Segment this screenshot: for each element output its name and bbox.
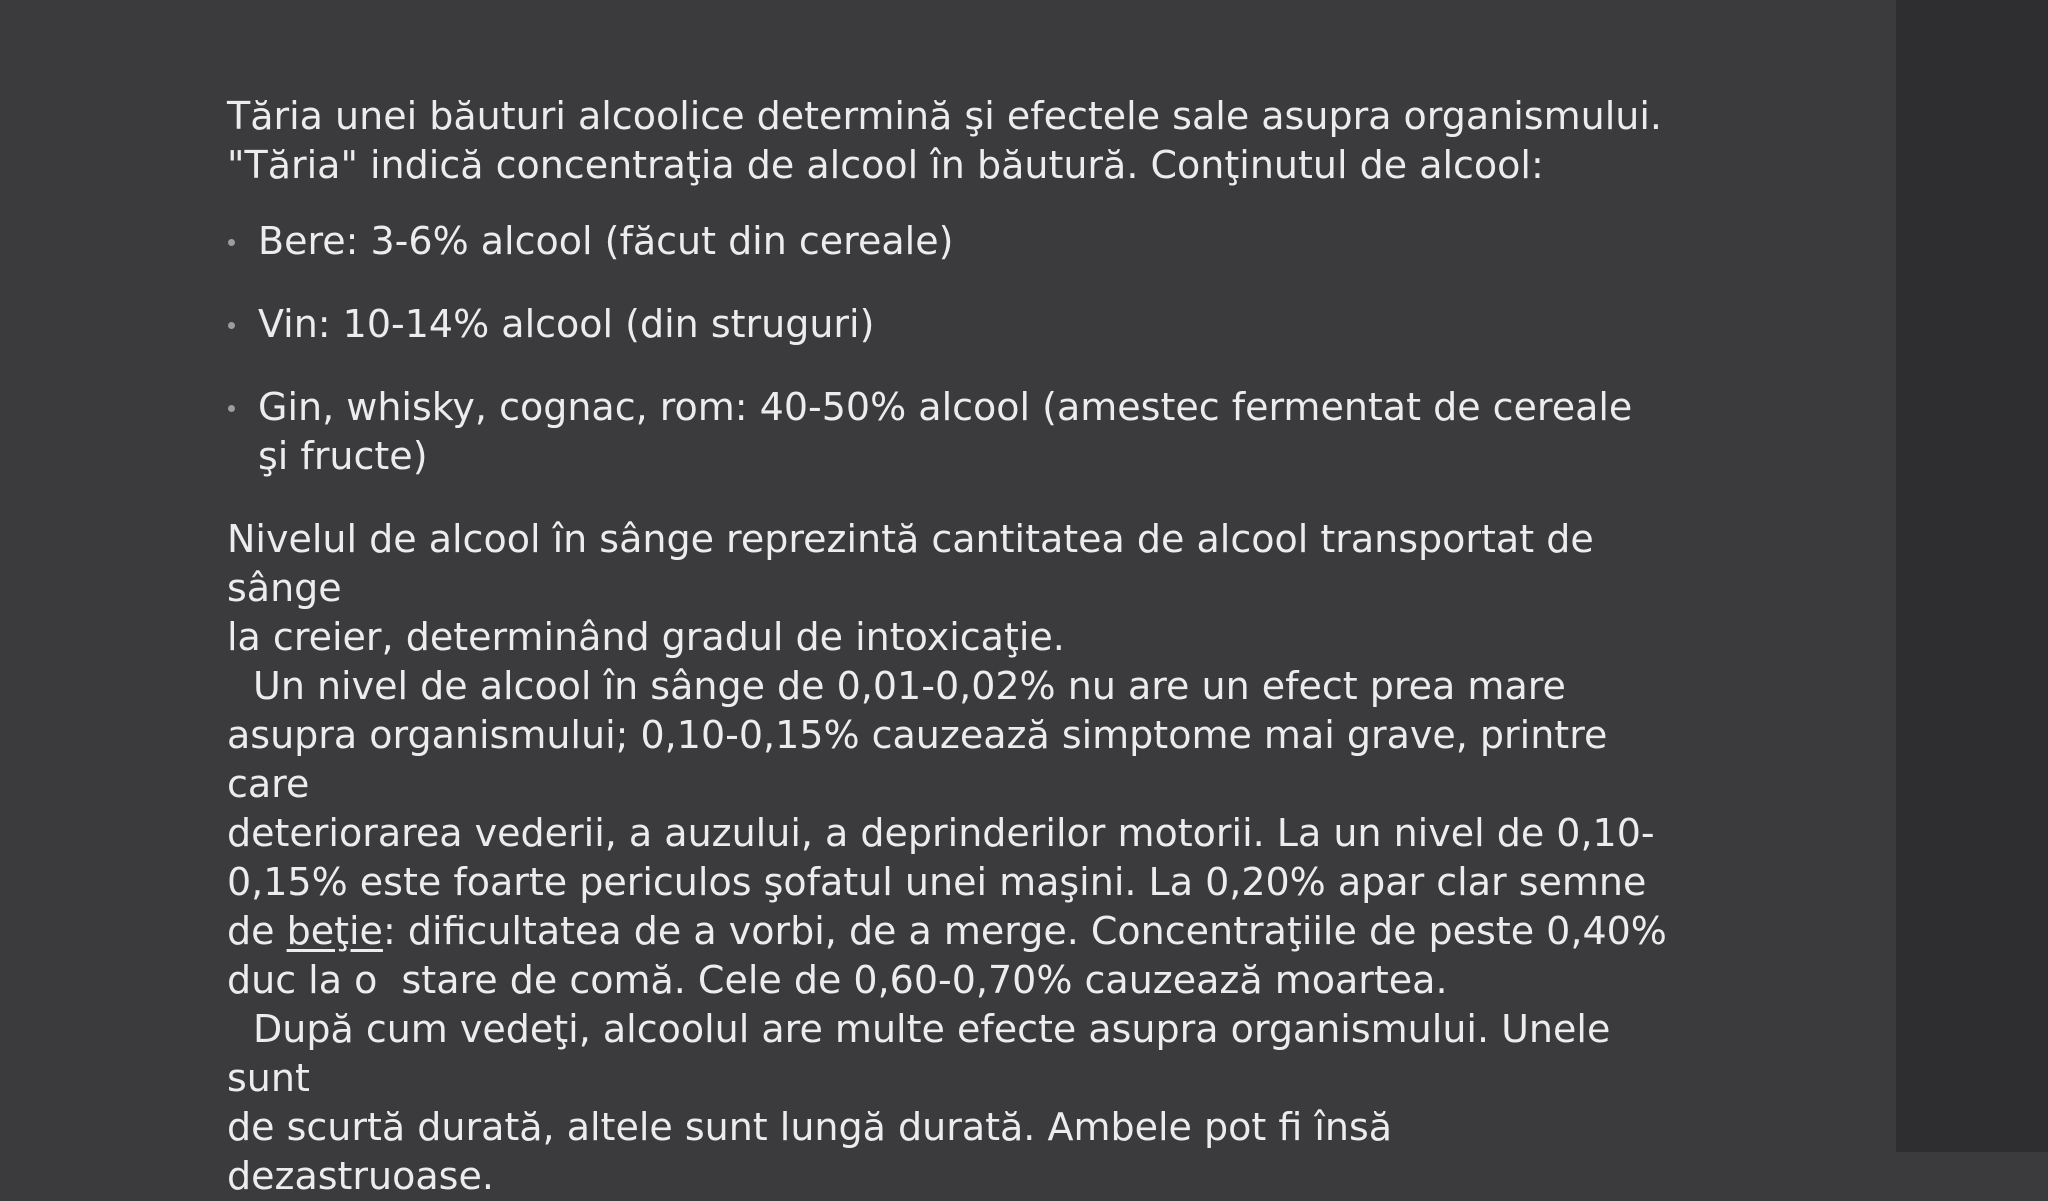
bullet-dot-icon bbox=[228, 405, 235, 412]
slide-side-bar bbox=[1896, 0, 2048, 1152]
list-item bbox=[227, 217, 1667, 266]
para2-line-2: asupra organismului; 0,10-0,15% cauzează simptome mai grave, printre care bbox=[227, 713, 1608, 806]
para2-line-6: duc la o stare de comă. Cele de 0,60-0,70% cauzează moartea. bbox=[227, 958, 1448, 1002]
para1-line-2: la creier, determinând gradul de intoxicaţie. bbox=[227, 615, 1065, 659]
list-item-text: Vin: 10-14% alcool (din struguri) bbox=[258, 302, 875, 346]
para2-line-5-pre: de bbox=[227, 909, 287, 953]
intro-line-1: Tăria unei băuturi alcoolice determină şi efectele sale asupra organismului. bbox=[227, 94, 1662, 138]
para3-line-1: După cum vedeţi, alcoolul are multe efecte asupra organismului. Unele sunt bbox=[227, 1007, 1611, 1100]
para3-line-2: de scurtă durată, altele sunt lungă durată. Ambele pot fi însă dezastruoase. bbox=[227, 1105, 1393, 1198]
body-paragraph bbox=[227, 515, 1667, 1201]
para2-line-3: deteriorarea vederii, a auzului, a deprinderilor motorii. La un nivel de 0,10- bbox=[227, 811, 1655, 855]
intro-line-2: "Tăria" indică concentraţia de alcool în băutură. Conţinutul de alcool: bbox=[227, 143, 1544, 187]
alcohol-content-list bbox=[227, 217, 1667, 481]
bullet-dot-icon bbox=[228, 239, 235, 246]
para2-line-4: 0,15% este foarte periculos şofatul unei maşini. La 0,20% apar clar semne bbox=[227, 860, 1647, 904]
para2-line-5-post: : dificultatea de a vorbi, de a merge. Concentraţiile de peste 0,40% bbox=[382, 909, 1667, 953]
para1-line-1: Nivelul de alcool în sânge reprezintă cantitatea de alcool transportat de sânge bbox=[227, 517, 1594, 610]
slide-content bbox=[227, 92, 1667, 1201]
list-item-text: Gin, whisky, cognac, rom: 40-50% alcool (amestec fermentat de cereale şi fructe) bbox=[258, 385, 1633, 478]
bullet-dot-icon bbox=[228, 322, 235, 329]
para2-line-1: Un nivel de alcool în sânge de 0,01-0,02% nu are un efect prea mare bbox=[253, 664, 1566, 708]
list-item-text: Bere: 3-6% alcool (făcut din cereale) bbox=[258, 219, 954, 263]
intro-paragraph bbox=[227, 92, 1667, 190]
list-item bbox=[227, 300, 1667, 349]
underlined-word: beţie bbox=[286, 909, 383, 953]
list-item bbox=[227, 383, 1663, 481]
